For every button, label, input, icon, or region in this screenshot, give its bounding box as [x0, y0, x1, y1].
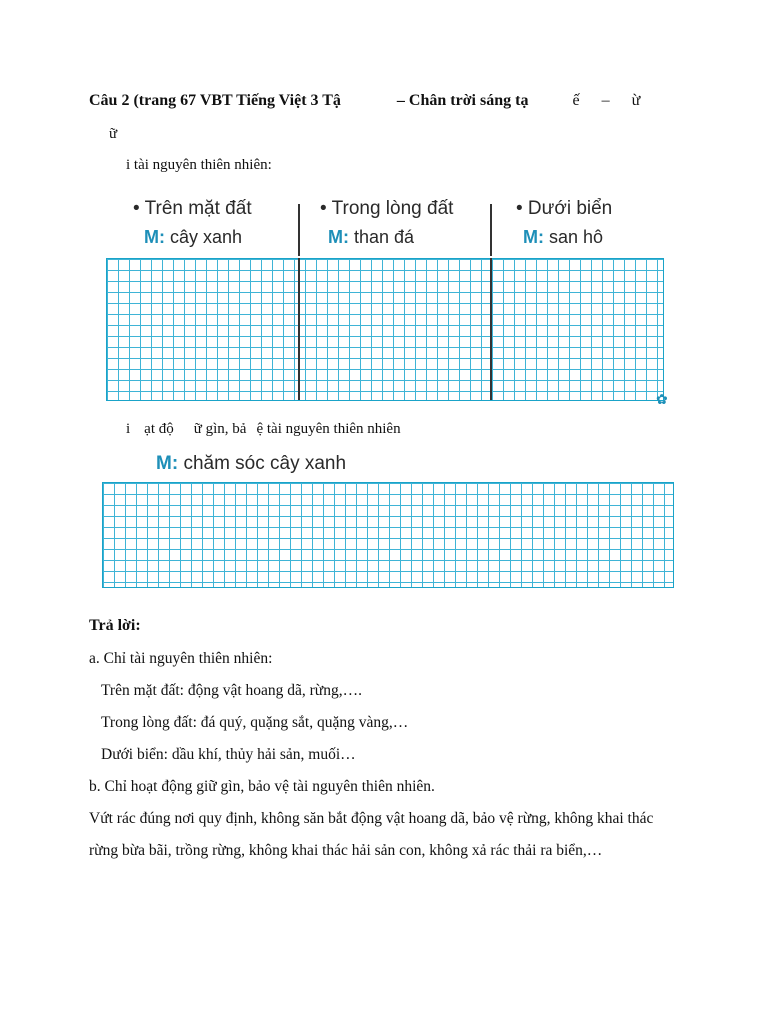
prompt-b: [126, 421, 401, 438]
prompt-b-part-4: ệ tài nguyên thiên nhiên: [256, 421, 401, 437]
grid-divider: [298, 258, 300, 400]
example-text: san hô: [549, 227, 604, 247]
column-example-underground: [328, 227, 414, 248]
example-marker: M:: [144, 227, 165, 247]
example-b: [156, 453, 346, 475]
title-part-2: – Chân trời sáng tạ: [396, 92, 529, 109]
example-text: than đá: [354, 227, 415, 247]
prompt-b-part-3: ữ gìn, bả: [193, 421, 247, 437]
column-head-sea: • Dưới biển: [516, 198, 613, 219]
title-part-5: ừ: [631, 92, 641, 109]
column-example-sea: [523, 227, 603, 248]
answer-item: Dưới biển: dầu khí, thủy hải sản, muối…: [101, 746, 356, 763]
writing-grid-a[interactable]: [106, 258, 664, 401]
decorative-leaf-icon: ✿: [656, 393, 668, 408]
grid-divider: [490, 258, 492, 400]
writing-grid-b[interactable]: [102, 482, 674, 588]
answer-item: Trong lòng đất: đá quý, quặng sắt, quặng vàng,…: [101, 714, 409, 731]
column-head-underground: • Trong lòng đất: [320, 198, 454, 219]
answer-a-line: a. Chỉ tài nguyên thiên nhiên:: [89, 650, 273, 667]
column-example-surface: [144, 227, 242, 248]
title-part-1: Câu 2 (trang 67 VBT Tiếng Việt 3 Tậ: [89, 92, 341, 109]
example-marker: M:: [328, 227, 349, 247]
column-divider: [298, 204, 300, 256]
example-text: cây xanh: [170, 227, 243, 247]
prompt-b-part-1: i: [126, 421, 131, 437]
column-head-surface: • Trên mặt đất: [133, 198, 252, 219]
answer-item: Trên mặt đất: động vật hoang dã, rừng,….: [101, 682, 362, 699]
column-divider: [490, 204, 492, 256]
title-fragment: ữ: [109, 126, 118, 142]
example-text: chăm sóc cây xanh: [183, 453, 347, 474]
title-part-3: ế: [572, 92, 580, 109]
answer-b-paragraph: Vứt rác đúng nơi quy định, không săn bắt động vật hoang dã, bảo vệ rừng, không khai thác rừng bừa bãi, trồng rừng, không khai thác hải sản con, không xả rác thải ra biển,…: [89, 810, 654, 859]
example-marker: M:: [156, 453, 179, 474]
prompt-a: i tài nguyên thiên nhiên:: [126, 157, 272, 173]
answer-b-line: b. Chỉ hoạt động giữ gìn, bảo vệ tài nguyên thiên nhiên.: [89, 778, 435, 795]
question-title: [89, 92, 640, 110]
prompt-b-part-2: ạt độ: [144, 421, 174, 437]
answer-heading: Trả lời:: [89, 617, 141, 634]
title-part-4: –: [601, 92, 610, 109]
example-marker: M:: [523, 227, 544, 247]
